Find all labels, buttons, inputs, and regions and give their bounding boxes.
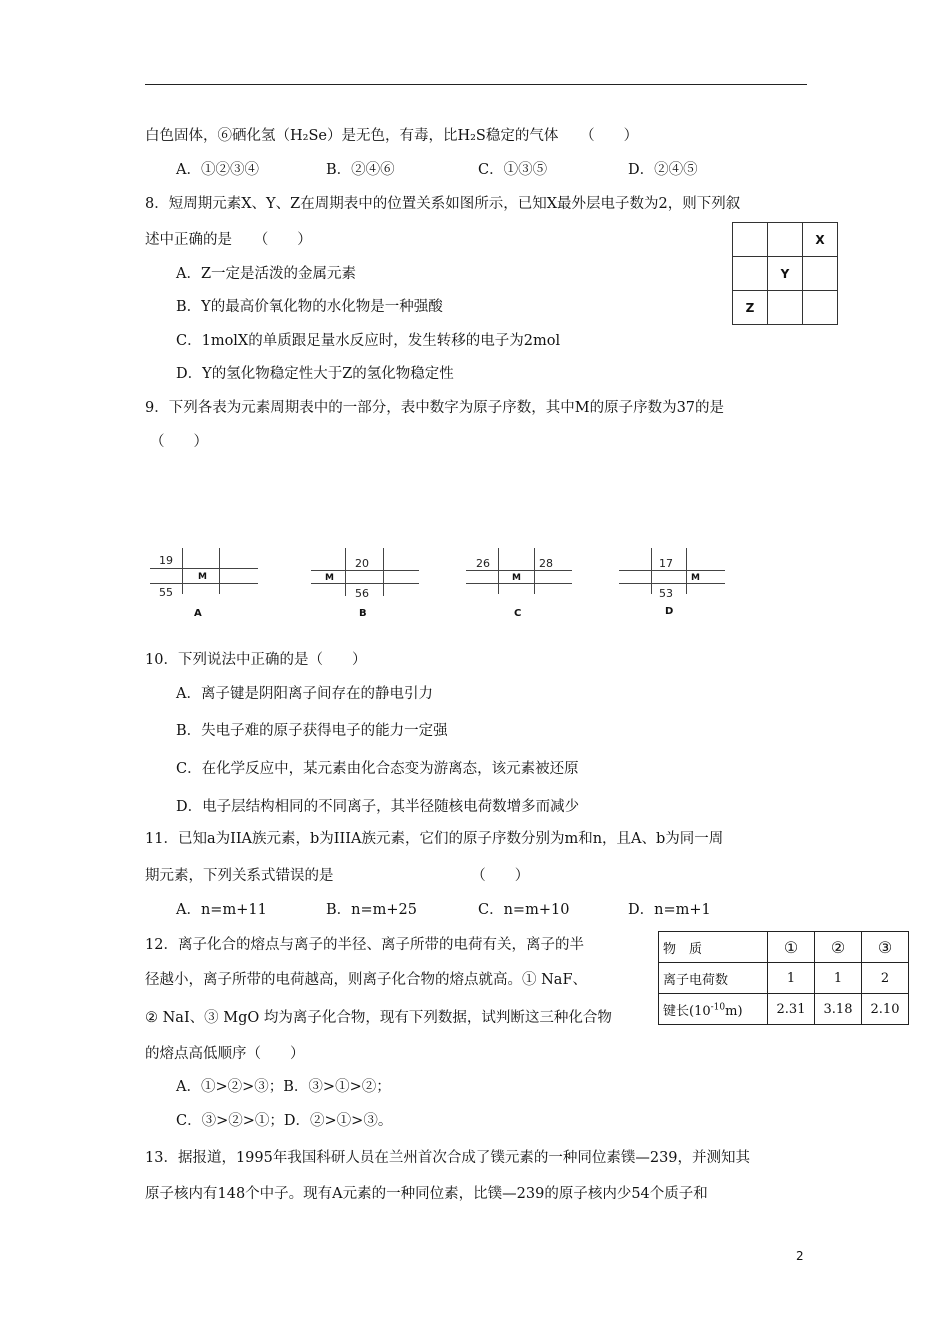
- figure-d-bottom-number: 53: [659, 587, 673, 600]
- q7-tail: 白色固体，⑥硒化氢（H₂Se）是无色，有毒，比H₂S稳定的气体 （ ）: [145, 128, 639, 144]
- q9-figure-c: [466, 548, 576, 618]
- table-header-3: ③: [862, 932, 909, 963]
- grid-cell-x: X: [803, 223, 838, 257]
- figure-d-m: M: [691, 573, 700, 583]
- q11-stem-line2: 期元素，下列关系式错误的是 （ ）: [145, 868, 530, 884]
- q11-option-a: A．n=m+11: [176, 902, 267, 918]
- bondlength-label-text: 键长(10: [663, 1003, 711, 1019]
- table-cell: 3.18: [815, 994, 862, 1025]
- q12-line1: 12．离子化合的熔点与离子的半径、离子所带的电荷有关，离子的半: [145, 937, 584, 953]
- q8-stem-line1: 8．短周期元素X、Y、Z在周期表中的位置关系如图所示，已知X最外层电子数为2，则下列叙: [145, 196, 741, 212]
- q12-options-line2: C．③>②>①；D．②>①>③。: [176, 1113, 393, 1129]
- table-cell: 2.31: [768, 994, 815, 1025]
- bondlength-unit: m): [725, 1003, 743, 1019]
- figure-b-bottom-number: 56: [355, 587, 369, 600]
- q10-option-c: C．在化学反应中，某元素由化合态变为游离态，该元素被还原: [176, 761, 579, 777]
- q9-figure-a: [150, 548, 260, 618]
- figure-b-m: M: [325, 573, 334, 583]
- figure-b-top-number: 20: [355, 557, 369, 570]
- table-cell: 1: [815, 963, 862, 994]
- q7-option-b: B．②④⑥: [326, 162, 395, 178]
- grid-cell-y: Y: [768, 257, 803, 291]
- bondlength-exponent: -10: [710, 1002, 726, 1013]
- figure-d-label: D: [665, 606, 674, 617]
- figure-a-label: A: [194, 608, 202, 619]
- grid-cell-z: Z: [733, 291, 768, 325]
- q7-option-c: C．①③⑤: [478, 162, 548, 178]
- header-rule: [145, 84, 807, 85]
- q12-options-line1: A．①>②>③；B．③>①>②；: [176, 1079, 391, 1095]
- grid-cell: [768, 223, 803, 257]
- q13-line1: 13．据报道，1995年我国科研人员在兰州首次合成了镤元素的一种同位素镤—239，并测知其: [145, 1150, 751, 1166]
- q11-option-b: B．n=m+25: [326, 902, 417, 918]
- q8-stem-line2: 述中正确的是 （ ）: [145, 232, 312, 248]
- q12-line3: ② NaI、③ MgO 均为离子化合物，现有下列数据，试判断这三种化合物: [145, 1010, 612, 1026]
- q8-option-b: B．Y的最高价氧化物的水化物是一种强酸: [176, 299, 443, 315]
- q13-line2: 原子核内有148个中子。现有A元素的一种同位素，比镤—239的原子核内少54个质子和: [145, 1186, 708, 1202]
- q7-option-a: A．①②③④: [176, 162, 259, 178]
- q9-stem-line2: （ ）: [150, 434, 208, 450]
- table-header-2: ②: [815, 932, 862, 963]
- figure-c-right-number: 28: [539, 557, 553, 570]
- table-cell: 2: [862, 963, 909, 994]
- q9-figure-b: [311, 548, 421, 618]
- figure-a-bottom-number: 55: [159, 586, 173, 599]
- figure-d-top-number: 17: [659, 557, 673, 570]
- table-header-substance: 物 质: [659, 932, 768, 963]
- table-row-bondlength-label: [659, 994, 768, 1025]
- figure-a-m: M: [198, 572, 207, 582]
- figure-c-left-number: 26: [476, 557, 490, 570]
- figure-b-label: B: [359, 608, 367, 619]
- q11-option-c: C．n=m+10: [478, 902, 570, 918]
- q11-options: [176, 900, 711, 920]
- q10-option-b: B．失电子难的原子获得电子的能力一定强: [176, 723, 448, 739]
- q12-line2: 径越小，离子所带的电荷越高，则离子化合物的熔点就高。① NaF、: [145, 972, 587, 988]
- q7-option-d: D．②④⑤: [628, 162, 698, 178]
- q9-stem-line1: 9．下列各表为元素周期表中的一部分，表中数字为原子序数，其中M的原子序数为37的是: [145, 400, 725, 416]
- q11-option-d: D．n=m+1: [628, 902, 711, 918]
- table-cell: 2.10: [862, 994, 909, 1025]
- grid-cell: [803, 291, 838, 325]
- q8-option-d: D．Y的氢化物稳定性大于Z的氢化物稳定性: [176, 366, 454, 382]
- q8-periodic-grid: [732, 222, 838, 325]
- q12-data-table: [658, 931, 909, 1025]
- grid-cell: [733, 223, 768, 257]
- figure-a-top-number: 19: [159, 554, 173, 567]
- figure-c-label: C: [514, 608, 522, 619]
- q7-options: [176, 160, 698, 180]
- q9-figure-d: [619, 548, 729, 618]
- q11-stem-line1: 11．已知a为IIA族元素，b为IIIA族元素，它们的原子序数分别为m和n，且A、b为同一周: [145, 831, 724, 847]
- table-row-charge-label: 离子电荷数: [659, 963, 768, 994]
- grid-cell: [768, 291, 803, 325]
- q12-line4: 的熔点高低顺序（ ）: [145, 1046, 305, 1062]
- q10-option-a: A．离子键是阴阳离子间存在的静电引力: [176, 686, 433, 702]
- table-header-1: ①: [768, 932, 815, 963]
- figure-c-m: M: [512, 573, 521, 583]
- grid-cell: [733, 257, 768, 291]
- q8-option-c: C．1molX的单质跟足量水反应时，发生转移的电子为2mol: [176, 333, 561, 349]
- q10-option-d: D．电子层结构相同的不同离子，其半径随核电荷数增多而减少: [176, 799, 580, 815]
- q10-stem: 10．下列说法中正确的是（ ）: [145, 652, 367, 668]
- table-cell: 1: [768, 963, 815, 994]
- q8-option-a: A．Z一定是活泼的金属元素: [176, 266, 357, 282]
- page-number: 2: [796, 1249, 804, 1263]
- grid-cell: [803, 257, 838, 291]
